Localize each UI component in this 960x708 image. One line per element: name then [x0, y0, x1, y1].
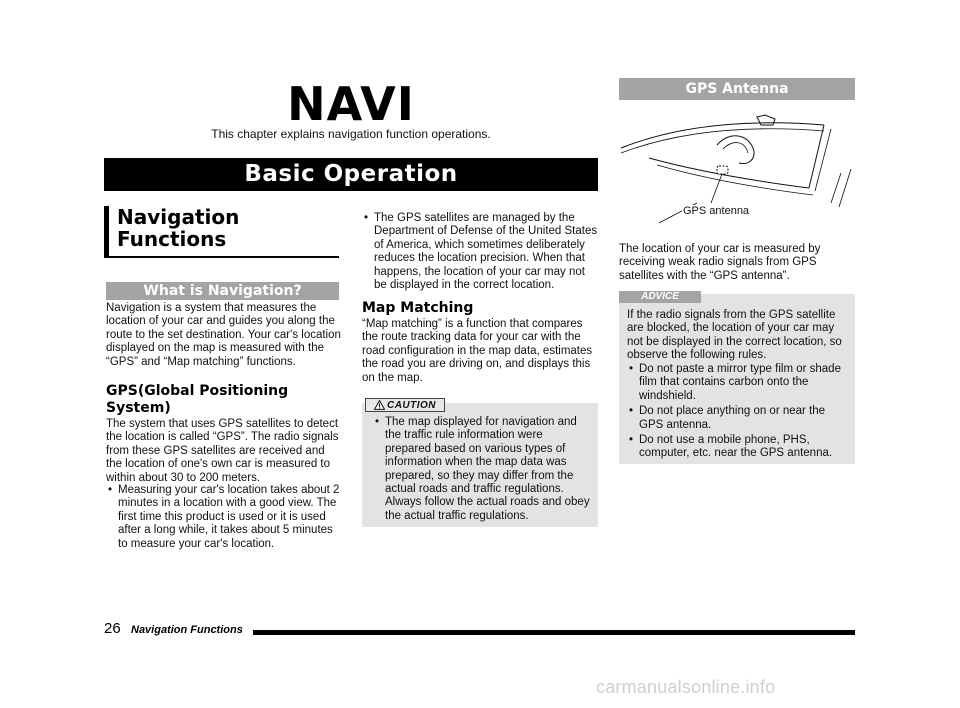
list-item: • Do not use a mobile phone, PHS, computer, etc. near the GPS antenna.: [627, 434, 849, 461]
list-item: • Do not place anything on or near the GPS antenna.: [627, 405, 849, 432]
watermark: carmanualsonline.info: [596, 677, 776, 697]
caution-list: [373, 416, 591, 523]
list-item: • Do not paste a mirror type film or shade film that contains carbon onto the windshield.: [627, 363, 849, 403]
footer-section-title: Navigation Functions: [131, 624, 243, 636]
page-number: 26: [104, 620, 121, 637]
advice-badge: ADVICE: [619, 291, 701, 303]
chapter-subtitle: This chapter explains navigation function operations.: [211, 127, 491, 141]
chapter-heading-line2: Functions: [117, 227, 227, 251]
chapter-title: NAVI: [287, 77, 415, 131]
caution-badge: [365, 398, 445, 412]
list-item: • The GPS satellites are managed by the Department of Defense of the United States of America, which sometimes deliberately reduces the location precision. When that happens, the location of your car may not be displayed in the correct location.: [362, 212, 600, 292]
section-banner: Basic Operation: [104, 158, 598, 191]
gps-antenna-callout: GPS antenna: [683, 205, 750, 217]
gps-bullet-list-2: [362, 212, 600, 292]
what-is-navigation-paragraph: Navigation is a system that measures the location of your car and guides you along the route to the set destination. Your car's location displayed on the map is measured with the “GPS” and “Map matching” functions.: [106, 302, 341, 368]
gps-paragraph: The system that uses GPS satellites to detect the location is called “GPS”. The radio signals from these GPS satellites are received and the location of one's own car is measured to within about 30 to 200 meters.: [106, 418, 339, 484]
footer-rule: [253, 630, 855, 635]
list-item: • The map displayed for navigation and the traffic rule information were prepared based on various types of information when the map data was prepared, so they may differ from the actual roads and traffic regulations. Always follow the actual roads and obey the actual traffic regulations.: [373, 416, 591, 523]
map-matching-paragraph: “Map matching” is a function that compares the route tracking data for your car with the road configuration in the map data, estimates the road you are driving on, and displays this on the map.: [362, 318, 593, 384]
gps-heading: GPS(Global Positioning System): [106, 383, 289, 416]
gps-antenna-bar: GPS Antenna: [619, 78, 855, 100]
chapter-heading-line1: Navigation: [117, 205, 240, 229]
list-item: • Measuring your car's location takes about 2 minutes in a location with a good view. The first time this product is used or it is used after a long while, it takes about 5 minutes to measure your car's location.: [106, 484, 342, 551]
warning-icon: [374, 400, 385, 410]
what-is-navigation-bar: What is Navigation?: [106, 282, 339, 300]
map-matching-heading: Map Matching: [362, 300, 474, 316]
caution-label: CAUTION: [386, 399, 437, 411]
advice-list: [627, 363, 849, 461]
gps-antenna-paragraph: The location of your car is measured by receiving weak radio signals from GPS satellites with the “GPS antenna”.: [619, 243, 821, 282]
chapter-heading: [104, 206, 339, 258]
gps-bullet-list-1: [106, 484, 342, 551]
advice-paragraph: If the radio signals from the GPS satellite are blocked, the location of your car may not be displayed in the correct location, so observe the following rules.: [627, 309, 842, 362]
